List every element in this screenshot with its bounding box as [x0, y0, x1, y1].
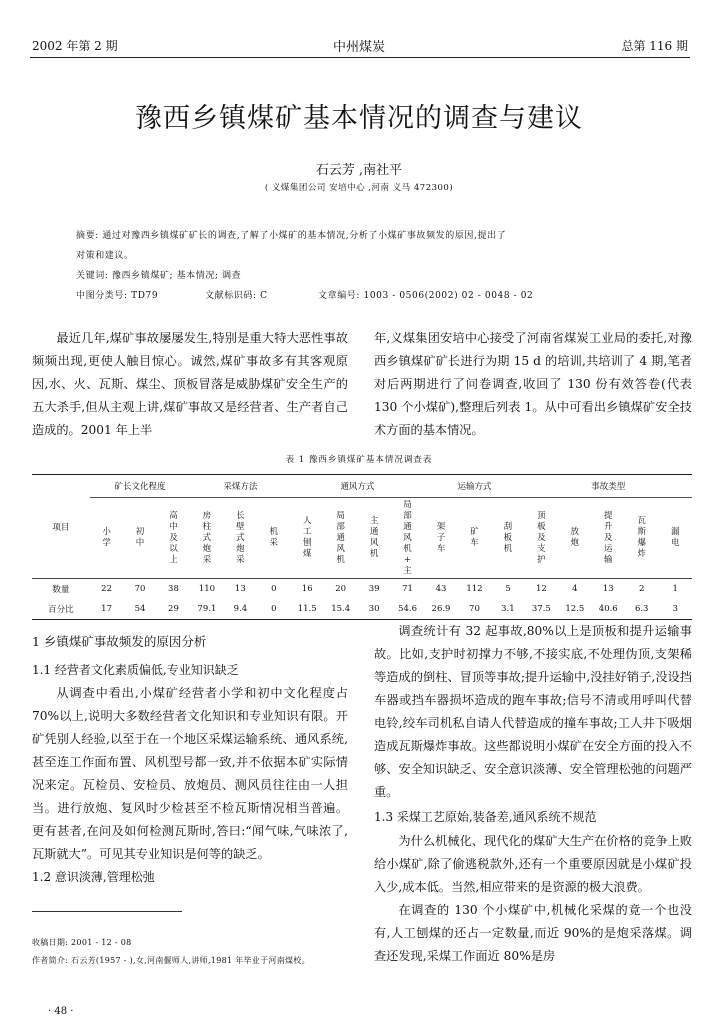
footnote — [32, 934, 348, 970]
total-issue: 总第 116 期 — [621, 39, 688, 53]
table-cell: 112 — [466, 584, 483, 594]
row-header: 项目 — [32, 475, 90, 579]
column-header: 主 通 风 机 — [369, 516, 379, 559]
page-number: · 48 · — [48, 1006, 74, 1017]
table-cell: 30 — [368, 604, 380, 614]
table-cell: 5 — [505, 584, 511, 594]
column-header: 长 壁 式 炮 采 — [236, 510, 245, 565]
section-1-3-text-1: 为什么机械化、现代化的煤矿大生产在价格的竞争上败给小煤矿,除了偷逃税款外,还有一个重要原因就是小煤矿投入少,成本低。当然,相应带来的是资源的极大浪费。 — [374, 834, 692, 894]
column-header: 机 采 — [269, 527, 279, 548]
table-cell: 70 — [469, 604, 480, 614]
section-1-1-heading: 1.1 经营者文化素质偏低,专业知识缺乏 — [32, 663, 239, 677]
class-number: 中图分类号: TD79 — [76, 291, 159, 301]
table-cell: 39 — [368, 584, 380, 594]
table-cell: 54.6 — [398, 604, 418, 614]
table-cell: 70 — [134, 584, 146, 594]
table-cell: 12.5 — [565, 604, 585, 614]
table-cell: 12 — [535, 584, 547, 594]
table-cell: 13 — [602, 584, 614, 594]
table-caption: 表 1 豫西乡镇煤矿基本情况调查表 — [285, 455, 433, 465]
column-header: 局 部 通 风 机 + 主 — [403, 499, 412, 576]
section-1-1-text: 从调查中看出,小煤矿经营者小学和初中文化程度占 70%以上,说明大多数经营者文化知识和专业知识有限。开矿凭别人经验,以至于在一个地区采煤运输系统、通风系统,甚至连工作面布置、风机型号都一致,并不依据本矿实际情况来定。瓦检员、安检员、放炮员、测风员往往由一人担当。进行放炮、复风时少检甚至不检瓦斯情况相当普遍。更有甚者,在问及如何检测瓦斯时,答曰:“闻气味,气味浓了,瓦斯就大”。可见其专业知识是何等的缺乏。 — [32, 686, 348, 861]
journal-issue: 2002 年第 2 期 — [32, 39, 118, 53]
group-education: 矿长文化程度 — [90, 475, 190, 498]
footnote-rule — [32, 911, 182, 912]
table-cell: 11.5 — [297, 604, 317, 614]
document-code: 文献标识码: C — [205, 291, 268, 301]
section-1-2-heading: 1.2 意识淡薄,管理松弛 — [32, 870, 155, 884]
table-cell: 43 — [435, 584, 447, 594]
column-header: 房 柱 式 炮 采 — [202, 510, 212, 565]
table-cell: 15.4 — [331, 604, 351, 614]
header-rule — [30, 57, 690, 58]
group-transport: 运输方式 — [424, 475, 524, 498]
table-cell: 13 — [234, 584, 246, 594]
table-cell: 110 — [198, 584, 216, 594]
table-cell: 3.1 — [501, 604, 515, 614]
table-cell: 17 — [101, 604, 112, 614]
group-ventilation: 通风方式 — [290, 475, 424, 498]
keywords: 关键词: 豫西乡镇煤矿; 基本情况; 调查 — [76, 271, 242, 281]
table-row-percent — [32, 599, 692, 620]
column-header: 放 炮 — [570, 527, 580, 548]
table-cell: 1 — [672, 584, 678, 594]
group-accident-type: 事故类型 — [525, 475, 692, 498]
article-number: 文章编号: 1003 - 0506(2002) 02 - 0048 - 02 — [318, 291, 534, 301]
table-cell: 79.1 — [197, 604, 217, 614]
column-header: 初 中 — [135, 527, 145, 548]
left-body — [32, 627, 348, 889]
table-cell: 4 — [572, 584, 578, 594]
table-cell: 2 — [638, 584, 645, 594]
table-cell: 37.5 — [531, 604, 551, 614]
column-header-row — [32, 498, 692, 579]
intro-right-column: 年,义煤集团安培中心接受了河南省煤炭工业局的委托,对豫西乡镇煤矿矿长进行为期 15 d 的培训,共培训了 4 期,笔者对后两期进行了问卷调查,收回了 130 份有效答卷(代表 130 个小煤矿),整理后列表 1。从中可看出乡镇煤矿安全技术方面的基本情况。 — [374, 331, 692, 437]
column-header: 架 子 车 — [436, 521, 446, 554]
column-header: 局 部 通 风 机 — [336, 510, 345, 565]
table-cell: 20 — [335, 584, 347, 594]
table-cell: 71 — [402, 584, 413, 594]
abstract-line-2: 对策和建议。 — [76, 251, 134, 261]
table-cell: 3 — [672, 604, 678, 614]
table-cell: 40.6 — [598, 604, 618, 614]
journal-name: 中州煤炭 — [332, 40, 385, 55]
table-row-count — [32, 579, 692, 600]
table-cell: 26.9 — [431, 604, 451, 614]
table-cell: 0 — [271, 604, 277, 614]
table-cell: 0 — [271, 584, 277, 594]
column-header: 小 学 — [102, 527, 111, 548]
column-header: 矿 车 — [470, 527, 479, 548]
author-intro: 作者简介: 石云芳(1957 - ),女,河南偃师人,讲师,1981 年毕业于河南煤校。 — [32, 956, 310, 965]
accident-stats-text: 调查统计有 32 起事故,80%以上是顶板和提升运输事故。比如,支护时初撑力不够,不接实底,不处理伪顶,支架稀等造成的倒柱、冒顶等事故;提升运输中,没挂好销子,没设挡车器或挡车器损坏造成的跑车事故;信号不清或用呼叫代替电铃,绞车司机私自请人代替造成的撞车事故;工人井下吸烟造成瓦斯爆炸事故。这些都说明小煤矿在安全方面的投入不够、安全知识缺乏、安全意识淡薄、安全管理松弛的问题严重。 — [374, 624, 692, 799]
table-cell: 38 — [168, 584, 179, 594]
row-label: 数量 — [52, 585, 70, 595]
table-cell: 6.3 — [634, 604, 649, 614]
abstract-line-1: 摘要: 通过对豫西乡镇煤矿矿长的调查,了解了小煤矿的基本情况,分析了小煤矿事故频发的原因,提出了 — [76, 231, 507, 241]
intro-left-column: 最近几年,煤矿事故屡屡发生,特别是重大特大恶性事故频频出现,更使人触目惊心。诚然,煤矿事故多有其客观原因,水、火、瓦斯、煤尘、顶板冒落是威胁煤矿安全生产的五大杀手,但从主观上讲,煤矿事故又是经营者、生产者自己造成的。2001 年上半 — [32, 331, 348, 437]
article-title: 豫西乡镇煤矿基本情况的调查与建议 — [135, 103, 583, 134]
survey-table — [32, 474, 692, 620]
group-mining-method: 采煤方法 — [190, 475, 290, 498]
affiliation: ( 义煤集团公司 安培中心 ,河南 义马 472300) — [264, 183, 454, 193]
right-body — [374, 620, 692, 968]
table-cell: 54 — [134, 604, 146, 614]
received-date: 收稿日期: 2001 - 12 - 08 — [32, 938, 132, 947]
column-header: 人 工 刨 煤 — [302, 516, 312, 559]
column-header: 漏 电 — [670, 527, 680, 548]
table-cell: 22 — [101, 584, 112, 594]
column-header: 顶 板 及 支 护 — [537, 510, 546, 565]
column-header: 高 中 及 以 上 — [169, 510, 178, 565]
authors: 石云芳 ,南社平 — [315, 163, 403, 178]
column-header: 瓦 斯 爆 炸 — [637, 516, 646, 559]
section-1-3-heading: 1.3 采煤工艺原始,装备差,通风系统不规范 — [374, 810, 597, 824]
table-cell: 9.4 — [233, 604, 248, 614]
table-cell: 16 — [301, 584, 313, 594]
column-header: 刮 板 机 — [503, 521, 513, 554]
section-1-heading: 1 乡镇煤矿事故频发的原因分析 — [32, 634, 207, 649]
table-cell: 29 — [168, 604, 179, 614]
section-1-3-text-2: 在调查的 130 个小煤矿中,机械化采煤的竟一个也没有,人工刨煤的还占一定数量,而近 90%的是炮采落煤。调查还发现,采煤工作面近 80%是房 — [374, 903, 692, 963]
column-header: 提 升 及 运 输 — [604, 510, 613, 565]
row-label: 百分比 — [48, 605, 74, 615]
